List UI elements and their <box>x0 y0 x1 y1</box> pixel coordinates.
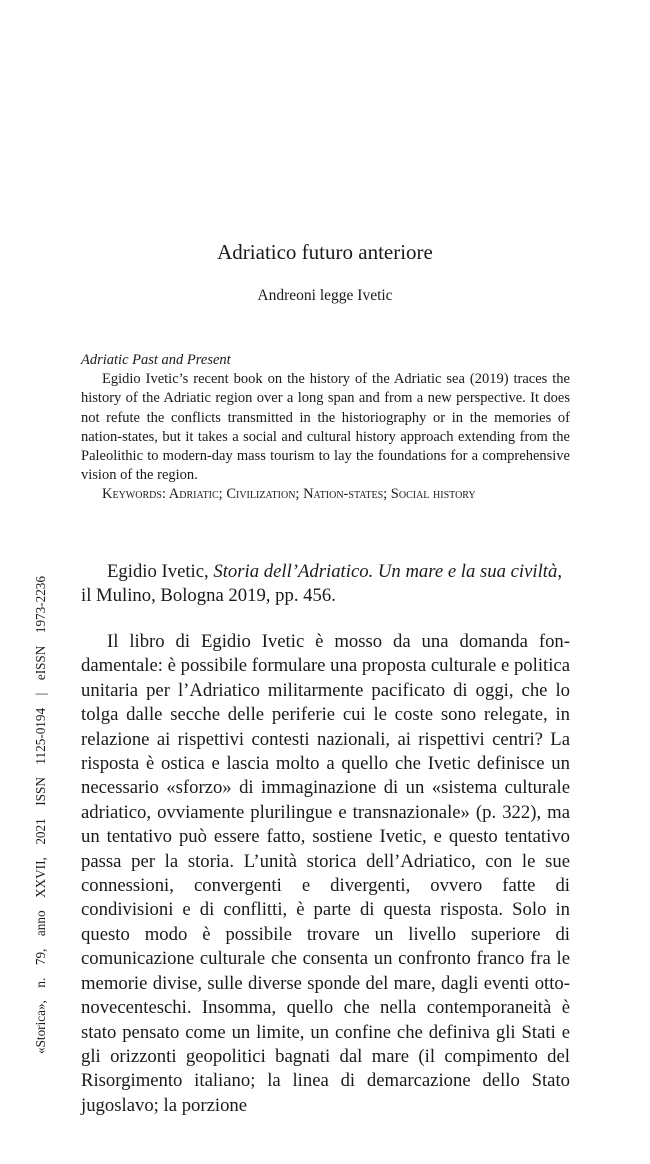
abstract <box>81 351 570 505</box>
article-title: Adriatico futuro anteriore <box>217 240 433 264</box>
reference-book-title: Storia dell’Adriatico. Un mare e la sua civiltà <box>213 561 558 582</box>
abstract-body: Egidio Ivetic’s recent book on the history of the Adriatic sea (2019) traces the history of the Adriatic region over a long span and from a new perspective. It does not refute the conflicts transmitted in the historiography or in the memories of nation-states, but it takes a social and cultural history approach extending from the Paleolithic to modern-day mass tourism to lay the foundations for a comprehensive vision of the region. <box>81 371 570 484</box>
reference-details: , il Mulino, Bologna 2019, pp. 456. <box>81 561 563 607</box>
reference-author: Egidio Ivetic, <box>107 561 214 582</box>
abstract-keywords: Keywords: Adriatic; Civilization; Nation-states; Social history <box>102 486 476 503</box>
book-reference <box>81 560 570 609</box>
journal-citation: «Storica», n. 79, anno XXVII, 2021 ISSN 1125-0194 | eISSN 1973-2236 <box>33 576 48 1054</box>
abstract-title: Adriatic Past and Present <box>81 352 231 368</box>
article-subtitle: Andreoni legge Ivetic <box>257 287 393 304</box>
body-paragraph: Il libro di Egidio Ivetic è mosso da una domanda fondamentale: è possibile formulare una proposta culturale e politica unitaria per l’Adriatico militarmente pacificato di oggi, che lo tolga dalle secche delle periferie cui le coste sono relegate, in relazione ai rispettivi contesti nazionali, ai rispettivi centri? La risposta è ostica e lascia molto a quello che Ivetic definisce un necessario «sforzo» di immaginazione di un «sistema culturale adriatico, ovviamente plurilingue e transnazionale» (p. 322), ma un tentativo può essere fatto, sostiene Ivetic, e questo tentativo passa per la storia. L’unità storica dell’Adriatico, con le sue connessioni, convergenti e divergenti, ovvero fatte di condivisioni e di conflitti, è parte di questa risposta. Solo in questo modo è possibile trovare un livello superiore di comunicazione culturale che consenta un confronto franco fra le memorie divise, sulle diverse sponde del mare, dagli eventi otto-novecenteschi. Insomma, quello che nella contemporaneità è stato pensato come un limite, un confine che definiva gli Stati e gli orizzonti geopolitici bagnati dal mare (il compimento del Risorgimento italiano; la linea di demarcazione dello Stato jugoslavo; la porzione <box>81 631 570 1116</box>
